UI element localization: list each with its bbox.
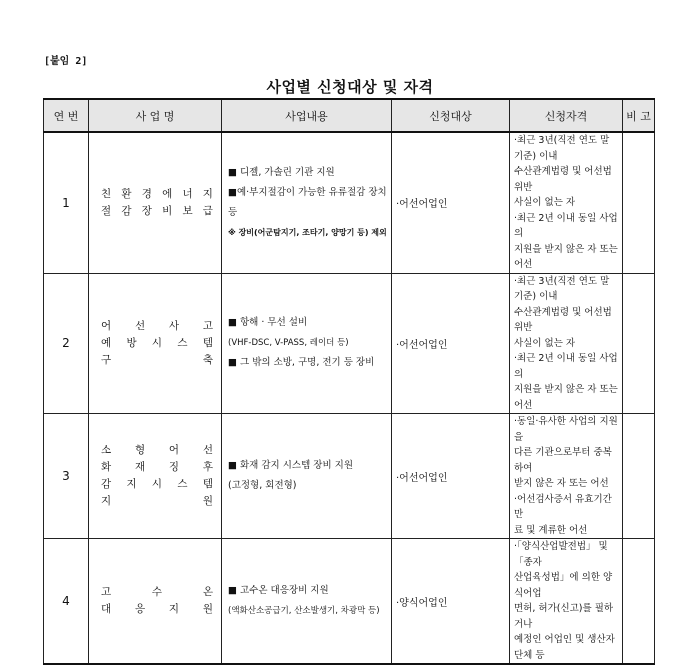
application-target: ·어선어업인 — [392, 273, 510, 414]
qualification — [510, 273, 623, 414]
application-table — [43, 98, 655, 665]
business-name-line: 절 감 장 비 보 급 — [101, 204, 213, 217]
application-target: ·양식어업인 — [392, 539, 510, 665]
business-name — [89, 273, 222, 414]
qualification-line: 수산관계법령 및 어선법 위반 — [514, 306, 612, 333]
business-name-line: 지 원 — [101, 495, 213, 507]
business-content — [222, 132, 392, 273]
table-row — [44, 539, 655, 665]
qualification-line: ·동일·유사한 사업의 지원을 — [514, 416, 618, 443]
business-content — [222, 539, 392, 665]
qualification-line: 면허, 허가(신고)를 필하거나 — [514, 603, 614, 630]
business-name — [89, 539, 222, 665]
attachment-label: [붙임 2] — [44, 56, 88, 67]
business-name-line: 구 축 — [101, 353, 213, 366]
qualification-line: ·최근 3년(직전 연도 말 기준) 이내 — [514, 135, 610, 162]
qualification-line: ·최근 2년 이내 동일 사업의 — [514, 212, 618, 239]
document-title: 사업별 신청대상 및 자격 — [266, 78, 434, 96]
content-line: (VHF-DSC, V-PASS, 레이더 등) — [228, 338, 349, 349]
business-name-line: 화 재 징 후 — [101, 461, 213, 473]
qualification — [510, 414, 623, 539]
business-content — [222, 414, 392, 539]
remark-cell — [623, 132, 655, 273]
qualification-line: 사실이 없는 자 — [514, 337, 576, 349]
qualification-line: 지원을 받지 않은 자 또는 어선 — [514, 384, 618, 411]
qualification-line: 료 및 계류한 어선 — [514, 524, 588, 536]
business-name-line: 고 수 온 — [101, 586, 213, 598]
application-target: ·어선어업인 — [392, 132, 510, 273]
row-number: 1 — [44, 132, 89, 273]
qualification-line: ·최근 2년 이내 동일 사업의 — [514, 353, 618, 380]
qualification-line: 산업육성법」에 의한 양식어업 — [514, 572, 613, 599]
business-name-line: 예 방 시 스 템 — [101, 336, 213, 349]
content-line: (액화산소공급기, 산소발생기, 차광막 등) — [228, 606, 380, 616]
table-row — [44, 132, 655, 273]
content-line: ■ 고수온 대응장비 지원 — [228, 585, 329, 596]
business-name-line: 감 지 시 스 템 — [101, 478, 213, 490]
business-name-line: 어 선 사 고 — [101, 319, 213, 332]
content-line: ■예·부지절감이 가능한 유류절감 장치 등 — [228, 186, 387, 218]
content-line: ■ 디젤, 가솔린 기관 지원 — [228, 166, 335, 178]
business-name-line: 소 형 어 선 — [101, 444, 213, 456]
qualification-line: ·최근 3년(직전 연도 말 기준) 이내 — [514, 275, 610, 302]
business-name — [89, 414, 222, 539]
table-row — [44, 273, 655, 414]
row-number: 4 — [44, 539, 89, 665]
qualification-line: ·어선검사증서 유효기간 만 — [514, 493, 612, 520]
qualification-line: 사실이 없는 자 — [514, 197, 576, 208]
header-content: 사업내용 — [222, 99, 392, 132]
business-content — [222, 273, 392, 414]
row-number: 3 — [44, 414, 89, 539]
business-name — [89, 132, 222, 273]
header-qualification: 신청자격 — [510, 99, 623, 132]
row-number: 2 — [44, 273, 89, 414]
content-line: (고정형, 회전형) — [228, 480, 297, 491]
content-line: ■ 화재 감지 시스템 장비 지원 — [228, 460, 354, 471]
qualification-line: ·「양식산업발전법」 및 「종자 — [514, 541, 608, 568]
qualification — [510, 132, 623, 273]
qualification-line: 예정인 어업인 및 생산자 단체 등 — [514, 634, 615, 661]
remark-cell — [623, 414, 655, 539]
header-target: 신청대상 — [392, 99, 510, 132]
business-name-line: 친 환 경 에 너 지 — [101, 187, 213, 200]
remark-cell — [623, 539, 655, 665]
qualification — [510, 539, 623, 665]
content-line: ■ 항해 · 무선 설비 — [228, 317, 308, 329]
qualification-line: 지원을 받지 않은 자 또는 어선 — [514, 243, 618, 270]
application-target: ·어선어업인 — [392, 414, 510, 539]
qualification-line: 받지 않은 자 또는 어선 — [514, 478, 609, 489]
content-line: ※ 장비(어군탐지기, 조타기, 양망기 등) 제외 — [228, 227, 387, 237]
qualification-line: 수산관계법령 및 어선법 위반 — [514, 166, 612, 193]
business-name-line: 대 응 지 원 — [101, 603, 213, 615]
header-business-name: 사 업 명 — [89, 99, 222, 132]
table-row — [44, 414, 655, 539]
qualification-line: 다른 기관으로부터 중복하여 — [514, 447, 612, 474]
header-remark: 비 고 — [623, 99, 655, 132]
table-header-row — [44, 99, 655, 132]
header-no: 연 번 — [44, 99, 89, 132]
content-line: ■ 그 밖의 소방, 구명, 전기 등 장비 — [228, 357, 375, 369]
remark-cell — [623, 273, 655, 414]
